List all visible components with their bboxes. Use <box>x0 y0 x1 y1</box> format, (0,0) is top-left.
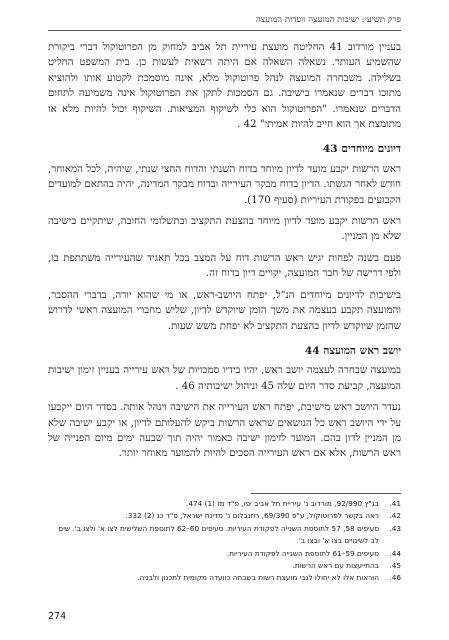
footnote-divider <box>251 493 401 494</box>
footnote <box>48 510 401 522</box>
footnote-text: סעיפים 59–61 לתוספת השנייה לפקודת העיריות. <box>226 548 379 558</box>
paragraph-special-sessions: בישיבות לדיונים מיוחדים הנ"ל, יפתח היושב-ראש, או מי שהוא יורה, בדברי ההסבר, והמועצה תקבע בעצמה את משך הזמן שיוקדש לדיון, שליש מחברי המועצה ראשי לדרוש שהזמן שיוקדש לדיון בהצעת התקציב לא יפחת משש שעות. <box>48 289 401 332</box>
footnote <box>48 523 401 548</box>
footnote-number: 46. <box>389 573 401 583</box>
footnote <box>48 572 401 584</box>
paragraph-chair-absence: נעדר היושב ראש מישיבת, יפתח ראש העירייה את הישיבה וינהל אותה. בסדר היום ייקבעו על ידי היושב ראש כל הנושאים שראש הרשות ביקש להעלותם לדיון, או יקבע ישיבה שלא מן המניין לדון בהם. המועד לזימון ישיבה כאמור יהיה תוך שבעה ימים מיום הפנייה של ראש הרשות, אלא אם ראש העירייה הסכים להיות להמועד מאוחר יותר. <box>48 402 401 460</box>
footnotes <box>48 498 401 585</box>
heading-special-discussions: דיונים מיוחדים 43 <box>322 143 401 156</box>
footnote <box>48 498 401 510</box>
paragraph-annual-report: ראש הרשות יקבע מועד לדיון מיוחד בדוח השנתי והדוח החצי שנתי, שיהיה, לכל המאוחר, חודש לאחר הגשתו. הדיון בדוח מבקר העירייה ובדוח מבקר המדינה, יהיה בהתאם למועדים הקבועים בפקודת העיריות (סעיף 170). <box>48 163 401 206</box>
footnote-text: סעיפים 58, 57 לתוספת השנייה לפקודת העיריות. סעיפים 60–62 לתוספת השלישית לצו א' ולצו ב'. שים לב לשינויים בצו א' ובצו ב'. <box>58 523 379 546</box>
page-number: 274 <box>48 611 67 622</box>
paragraph-mordov: בעניין מורדוב 41 החליטה מועצת עיריית תל אביב למחוק מן הפרוטוקול דברי ביקורת שהשמיע העותר. נשאלה השאלה אם היתה רשאית לעשות כן. בית המשפט החליט בשלילה. משבחרה המועצה לנהל פרוטוקול מלא, אינה מוסמכת לקטוע אותו ולהוציא מתוכו דברים שנאמרו בישיבה. גם הסמכות לתקן את הפרוטוקול אינה משמיעה לתחום הדברים שנאמרו. "הפרוטוקול הוא כלי לשיקוף המציאות. השיקוף יכול להיות מלא או מתומצת אך הוא חייב להיות אמיתי" 42 . <box>48 42 401 131</box>
footnote-number: 44. <box>389 548 401 558</box>
footnote-text: הוראות אלו לא יחולו לגבי מועצת רשות בשבתה כוועדה מקומית לתכנון ולבניה. <box>137 573 379 583</box>
heading-council-chair: יושב ראש המועצה 44 <box>304 344 401 357</box>
footnote-number: 42. <box>389 511 401 521</box>
paragraph-chair-powers: במועצה שבחרה לעצמה יושב ראש, יהיו בידיו סמכויות של ראש עירייה בעניין זימון ישיבות המועצה, קביעת סדר היום שלה 45 וניהול ישיבותיה 46 . <box>48 365 401 392</box>
paragraph-corporations: פעם בשנה לפחות יגיש ראש הרשות דוח על המצב בכל תאגיד שהעירייה משתתפת בו, ולפי דרישה של חבר המועצה, יקויים דיון בדוח זה. <box>48 252 401 280</box>
body-text <box>48 40 401 468</box>
footnote-number: 43. <box>389 523 401 533</box>
footnote-text: ראה בקשר לפרוטוקול, ע"פ 69/390, רוזנבלום נ' מדינת ישראל, פ"ד כג (2) 332. <box>125 511 379 521</box>
footnote-text: בהתייעצות עם ראש הרשות. <box>292 561 379 571</box>
footnote <box>48 560 401 572</box>
footnote-text: בג"ץ 92/990, מורדוב נ' עיריית תל אביב יפו, פ"ד מז (1) 474. <box>186 499 379 508</box>
paragraph-budget: ראש הרשות יקבע מועד לדיון מיוחד בהצעת התקציב ובתשלומי החובה, שיתקיים בישיבה שלא מן המניין. <box>48 216 401 243</box>
running-header: פרק תשיעי: ישיבות המועצה וועדות המועצה <box>255 15 401 25</box>
header-divider <box>48 30 401 31</box>
footnote-number: 41. <box>389 499 401 508</box>
footnote-number: 45. <box>389 561 401 571</box>
footnote <box>48 548 401 560</box>
